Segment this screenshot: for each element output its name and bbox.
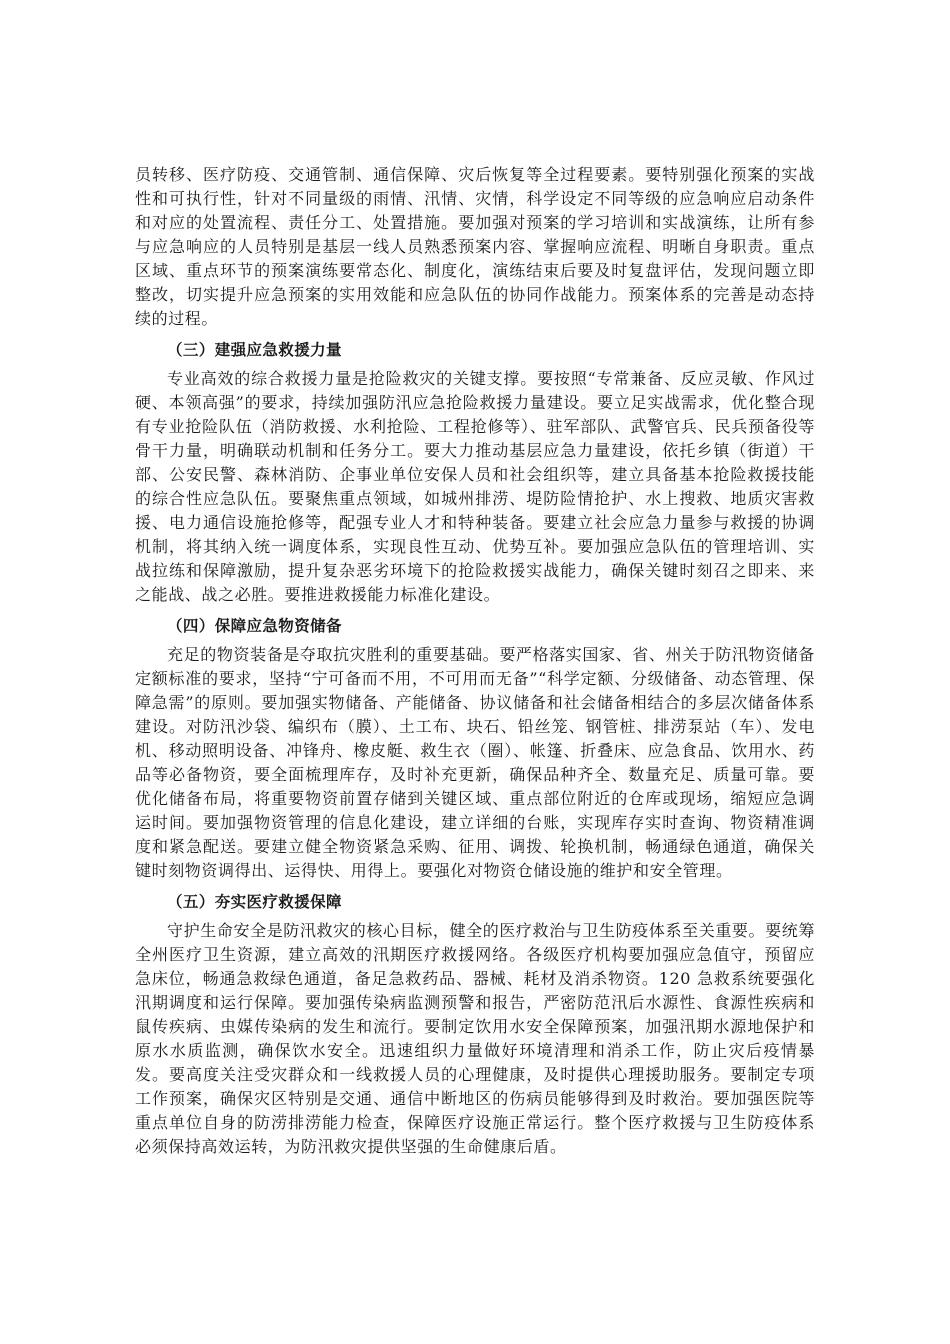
paragraph-plan-system: 员转移、医疗防疫、交通管制、通信保障、灾后恢复等全过程要素。要特别强化预案的实战性和可执行性，针对不同量级的雨情、汛情、灾情，科学设定不同等级的应急响应启动条件和对应的处置流程、责任分工、处置措施。要加强对预案的学习培训和实战演练，让所有参与应急响应的人员特别是基层一线人员熟悉预案内容、掌握响应流程、明晰自身职责。重点区域、重点环节的预案演练要常态化、制度化，演练结束后要及时复盘评估，发现问题立即整改，切实提升应急预案的实用效能和应急队伍的协同作战能力。预案体系的完善是动态持续的过程。 xyxy=(135,165,815,328)
paragraph-material-reserve: 充足的物资装备是夺取抗灾胜利的重要基础。要严格落实国家、省、州关于防汛物资储备定额标准的要求，坚持“宁可备而不用，不可用而无备”“科学定额、分级储备、动态管理、保障急需”的原则。要加强实物储备、产能储备、协议储备和社会储备相结合的多层次储备体系建设。对防汛沙袋、编织布（膜）、土工布、块石、铅丝笼、钢管桩、排涝泵站（车）、发电机、移动照明设备、冲锋舟、橡皮艇、救生衣（圈）、帐篷、折叠床、应急食品、饮用水、药品等必备物资，要全面梳理库存，及时补充更新，确保品种齐全、数量充足、质量可靠。要优化储备布局，将重要物资前置存储到关键区域、重点部位附近的仓库或现场，缩短应急调运时间。要加强物资管理的信息化建设，建立详细的台账，实现库存实时查询、物资精准调度和紧急配送。要建立健全物资紧急采购、征用、调拨、轮换机制，畅通绿色通道，确保关键时刻物资调得出、运得快、用得上。要强化对物资仓储设施的维护和安全管理。 xyxy=(135,645,815,880)
paragraph-medical-rescue: 守护生命安全是防汛救灾的核心目标，健全的医疗救治与卫生防疫体系至关重要。要统筹全州医疗卫生资源，建立高效的汛期医疗救援网络。各级医疗机构要加强应急值守，预留应急床位，畅通急救绿色通道，备足急救药品、器械、耗材及消杀物资。120 急救系统要强化汛期调度和运行保障。要加强传染病监测预警和报告，严密防范汛后水源性、食源性疾病和鼠传疾病、虫媒传染病的发生和流行。要制定饮用水安全保障预案，加强汛期水源地保护和原水水质监测，确保饮水安全。迅速组织力量做好环境清理和消杀工作，防止灾后疫情暴发。要高度关注受灾群众和一线救援人员的心理健康，及时提供心理援助服务。要制定专项工作预案，确保灾区特别是交通、通信中断地区的伤病员能够得到及时救治。要加强医院等重点单位自身的防涝排涝能力检查，保障医疗设施正常运行。整个医疗救援与卫生防疫体系必须保持高效运转，为防汛救灾提供坚强的生命健康后盾。 xyxy=(135,921,815,1156)
section-heading-rescue-force: （三）建强应急救援力量 xyxy=(167,341,342,359)
section-heading-medical-rescue: （五）夯实医疗救援保障 xyxy=(167,893,342,911)
paragraph-rescue-force: 专业高效的综合救援力量是抢险救灾的关键支撑。要按照“专常兼备、反应灵敏、作风过硬、本领高强”的要求，持续加强防汛应急抢险救援力量建设。要立足实战需求，优化整合现有专业抢险队伍（消防救援、水利抢险、工程抢修等）、驻军部队、武警官兵、民兵预备役等骨干力量，明确联动机制和任务分工。要大力推动基层应急力量建设，依托乡镇（街道）干部、公安民警、森林消防、企事业单位安保人员和社会组织等，建立具备基本抢险救援技能的综合性应急队伍。要聚焦重点领域，如城州排涝、堤防险情抢护、水上搜救、地质灾害救援、电力通信设施抢修等，配强专业人才和特种装备。要建立社会应急力量参与救援的协调机制，将其纳入统一调度体系，实现良性互动、优势互补。要加强应急队伍的管理培训、实战拉练和保障激励，提升复杂恶劣环境下的抢险救援实战能力，确保关键时刻召之即来、来之能战、战之必胜。要推进救援能力标准化建设。 xyxy=(135,369,815,604)
section-heading-material-reserve: （四）保障应急物资储备 xyxy=(167,617,342,635)
document-body xyxy=(135,163,815,1159)
